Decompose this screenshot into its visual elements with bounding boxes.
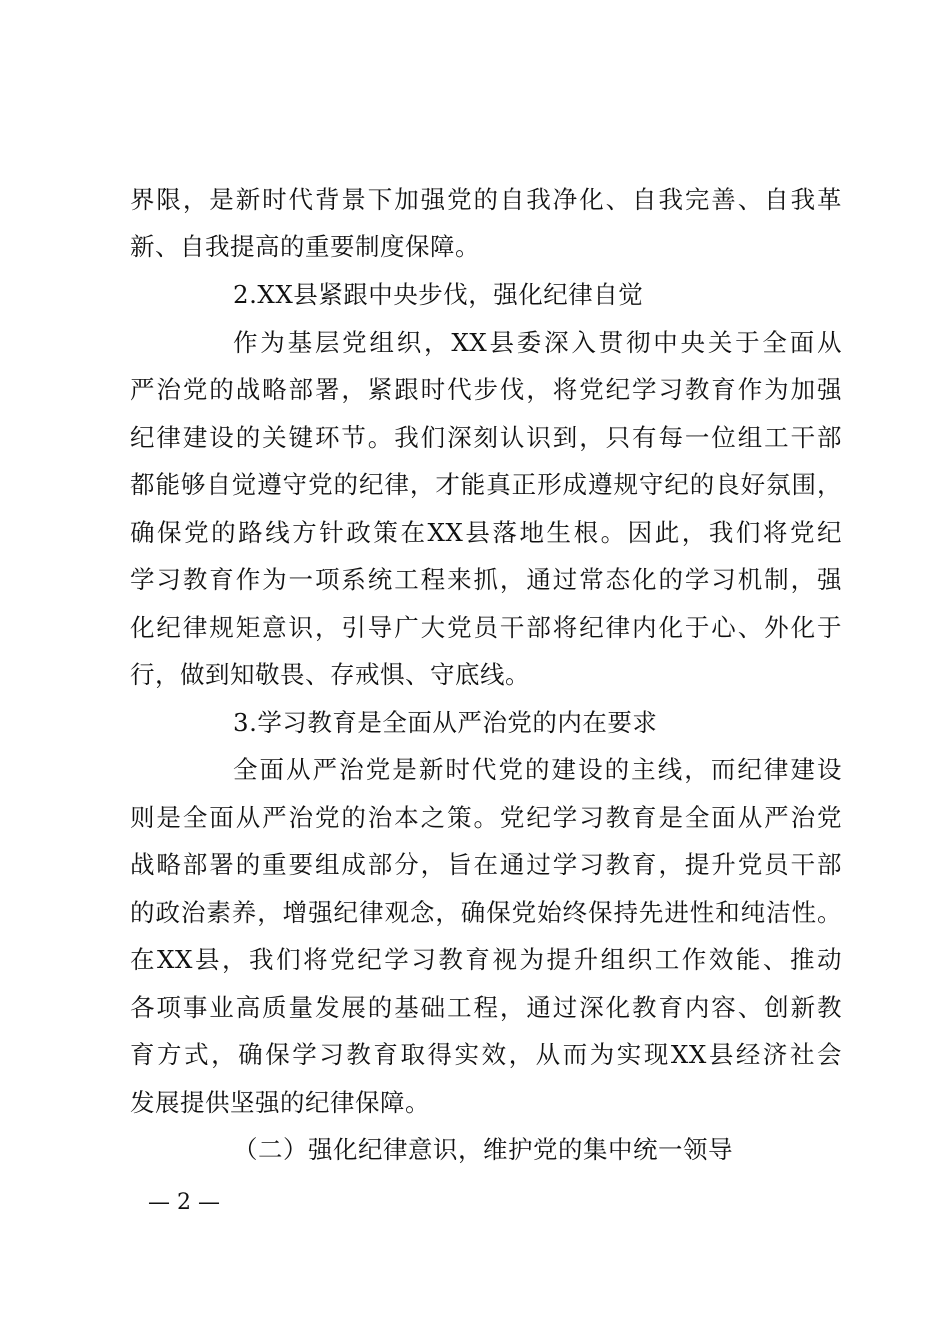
paragraph-line: 则是全面从严治党的治本之策。党纪学习教育是全面从严治党 bbox=[130, 803, 842, 832]
paragraph-line: 学习教育作为一项系统工程来抓，通过常态化的学习机制，强 bbox=[130, 565, 842, 594]
paragraph-line: 界限，是新时代背景下加强党的自我净化、自我完善、自我革 bbox=[130, 185, 842, 214]
section-heading: 2.XX县紧跟中央步伐，强化纪律自觉 bbox=[233, 280, 644, 309]
paragraph-line: 纪律建设的关键环节。我们深刻认识到，只有每一位组工干部 bbox=[130, 423, 842, 452]
paragraph-line: 战略部署的重要组成部分，旨在通过学习教育，提升党员干部 bbox=[130, 850, 842, 879]
paragraph-line: 都能够自觉遵守党的纪律，才能真正形成遵规守纪的良好氛围， bbox=[130, 470, 842, 499]
paragraph-line: 确保党的路线方针政策在XX县落地生根。因此，我们将党纪 bbox=[130, 518, 842, 547]
paragraph-line: 在XX县，我们将党纪学习教育视为提升组织工作效能、推动 bbox=[130, 945, 842, 974]
paragraph-line: 严治党的战略部署，紧跟时代步伐，将党纪学习教育作为加强 bbox=[130, 375, 842, 404]
paragraph-line: 各项事业高质量发展的基础工程，通过深化教育内容、创新教 bbox=[130, 993, 842, 1022]
section-heading: （二）强化纪律意识，维护党的集中统一领导 bbox=[233, 1135, 733, 1164]
paragraph-line: 育方式，确保学习教育取得实效，从而为实现XX县经济社会 bbox=[130, 1040, 842, 1069]
paragraph-line: 新、自我提高的重要制度保障。 bbox=[130, 232, 480, 261]
paragraph-line: 作为基层党组织，XX县委深入贯彻中央关于全面从 bbox=[233, 328, 842, 357]
section-heading: 3.学习教育是全面从严治党的内在要求 bbox=[233, 708, 658, 737]
page-number: — 2 — bbox=[148, 1190, 220, 1215]
paragraph-line: 行，做到知敬畏、存戒惧、守底线。 bbox=[130, 660, 530, 689]
paragraph-line: 发展提供坚强的纪律保障。 bbox=[130, 1088, 430, 1117]
paragraph-line: 的政治素养，增强纪律观念，确保党始终保持先进性和纯洁性。 bbox=[130, 898, 842, 927]
paragraph-line: 化纪律规矩意识，引导广大党员干部将纪律内化于心、外化于 bbox=[130, 613, 842, 642]
paragraph-line: 全面从严治党是新时代党的建设的主线，而纪律建设 bbox=[233, 755, 842, 784]
